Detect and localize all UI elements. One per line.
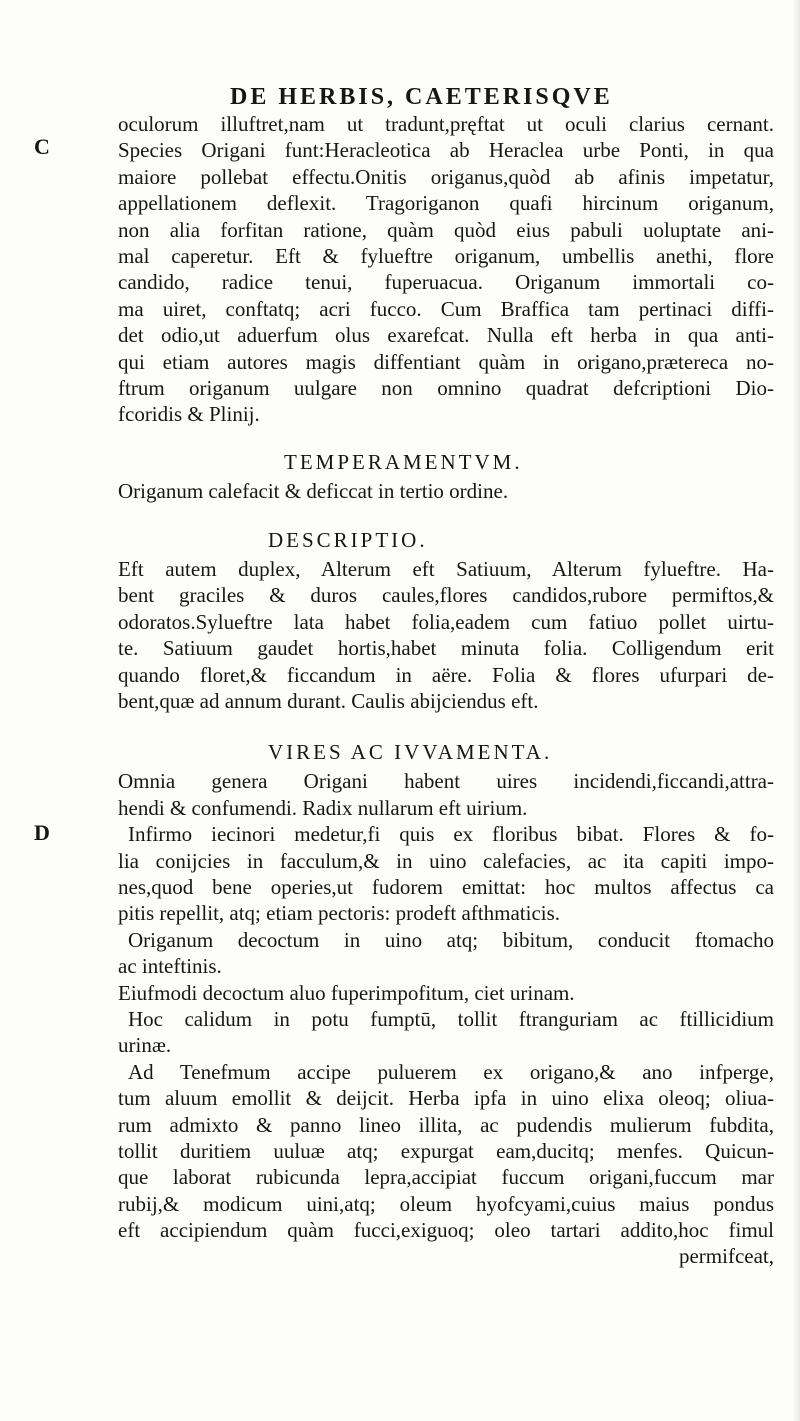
catchword: permifceat, bbox=[678, 1244, 774, 1269]
text-line: det odio,ut aduerfum olus exarefcat. Nulla eft herba in qua anti- bbox=[118, 323, 774, 348]
section-heading-descriptio: DESCRIPTIO. bbox=[268, 528, 428, 553]
text-line: urinæ. bbox=[118, 1033, 172, 1058]
text-line: mal caperetur. Eft & fylueftre origanum, umbellis anethi, flore bbox=[118, 243, 774, 268]
text-line: pitis repellit, atq; etiam pectoris: prodeft afthmaticis. bbox=[118, 901, 561, 926]
text-line: ma uiret, conftatq; acri fucco. Cum Braffica tam pertinaci diffi- bbox=[118, 296, 774, 321]
text-line: ftrum origanum uulgare non omnino quadrat defcriptioni Dio- bbox=[118, 375, 774, 400]
text-line: que laborat rubicunda lepra,accipiat fuccum origani,fuccum mar bbox=[118, 1165, 774, 1190]
text-line: bent graciles & duros caules,flores candidos,rubore permiftos,& bbox=[118, 583, 774, 608]
text-line: Hoc calidum in potu fumptū, tollit ftranguriam ac ftillicidium bbox=[128, 1006, 774, 1031]
text-line: te. Satiuum gaudet hortis,habet minuta folia. Colligendum erit bbox=[118, 636, 774, 661]
text-line: tum aluum emollit & deijcit. Herba ipfa in uino elixa oleoq; oliua- bbox=[118, 1086, 774, 1111]
text-line: candido, radice tenui, fuperuacua. Origanum immortali co- bbox=[118, 270, 774, 295]
text-line: Origanum decoctum in uino atq; bibitum, conducit ftomacho bbox=[128, 927, 774, 952]
text-line: Eft autem duplex, Alterum eft Satiuum, Alterum fylueftre. Ha- bbox=[118, 557, 774, 582]
margin-letter-c: C bbox=[34, 134, 50, 159]
section-heading-temperamentum: TEMPERAMENTVM. bbox=[284, 449, 523, 474]
text-line: nes,quod bene operies,ut fudorem emittat: hoc multos affectus ca bbox=[118, 874, 774, 899]
main-text bbox=[118, 111, 774, 1270]
text-line: Omnia genera Origani habent uires incidendi,ficcandi,attra- bbox=[118, 769, 774, 794]
text-line: lia conijcies in facculum,& in uino calefacies, ac ita capiti impo- bbox=[118, 848, 774, 873]
text-line: rum admixto & panno lineo illita, ac pudendis mulierum fubdita, bbox=[118, 1112, 774, 1137]
text-line: Species Origani funt:Heracleotica ab Heraclea urbe Ponti, in qua bbox=[118, 138, 774, 163]
margin-letter-d: D bbox=[34, 820, 50, 845]
text-line: Origanum calefacit & deficcat in tertio ordine. bbox=[118, 478, 509, 503]
text-line: odoratos.Sylueftre lata habet folia,eadem cum fatiuo pollet uirtu- bbox=[118, 609, 774, 634]
text-line: ac inteftinis. bbox=[118, 954, 222, 979]
text-line: fcoridis & Plinij. bbox=[118, 402, 260, 427]
text-line: eft accipiendum quàm fucci,exiguoq; oleo tartari addito,hoc fimul bbox=[118, 1218, 774, 1243]
text-line: hendi & confumendi. Radix nullarum eft uirium. bbox=[118, 795, 528, 820]
text-line: qui etiam autores magis diffentiant quàm in origano,prætereca no- bbox=[118, 349, 774, 374]
text-line: bent,quæ ad annum durant. Caulis abijciendus eft. bbox=[118, 689, 539, 714]
text-line: appellationem deflexit. Tragoriganon quafi hircinum origanum, bbox=[118, 191, 774, 216]
text-line: Eiufmodi decoctum aluo fuperimpofitum, ciet urinam. bbox=[118, 980, 575, 1005]
text-line: rubij,& modicum uini,atq; oleum hyofcyami,cuius maius pondus bbox=[118, 1191, 774, 1216]
text-line: maiore pollebat effectu.Onitis origanus,quòd ab afinis impetatur, bbox=[118, 164, 774, 189]
page-edge-shadow bbox=[792, 0, 800, 1421]
text-line: oculorum illuftret,nam ut tradunt,pręftat ut oculi clarius cernant. bbox=[118, 112, 774, 136]
section-heading-vires: VIRES AC IVVAMENTA. bbox=[268, 740, 553, 765]
text-line: quando floret,& ficcandum in aëre. Folia & flores ufurpari de- bbox=[118, 662, 774, 687]
text-line: non alia forfitan ratione, quàm quòd eius pabuli uoluptate ani- bbox=[118, 217, 774, 242]
text-line: tollit duritiem uuluæ atq; expurgat eam,ducitq; menfes. Quicun- bbox=[118, 1138, 774, 1163]
text-line: Infirmo iecinori medetur,fi quis ex floribus bibat. Flores & fo- bbox=[128, 822, 774, 847]
running-head: DE HERBIS, CAETERISQVE bbox=[230, 84, 613, 110]
text-line: Ad Tenefmum accipe puluerem ex origano,& ano infperge, bbox=[128, 1059, 774, 1084]
